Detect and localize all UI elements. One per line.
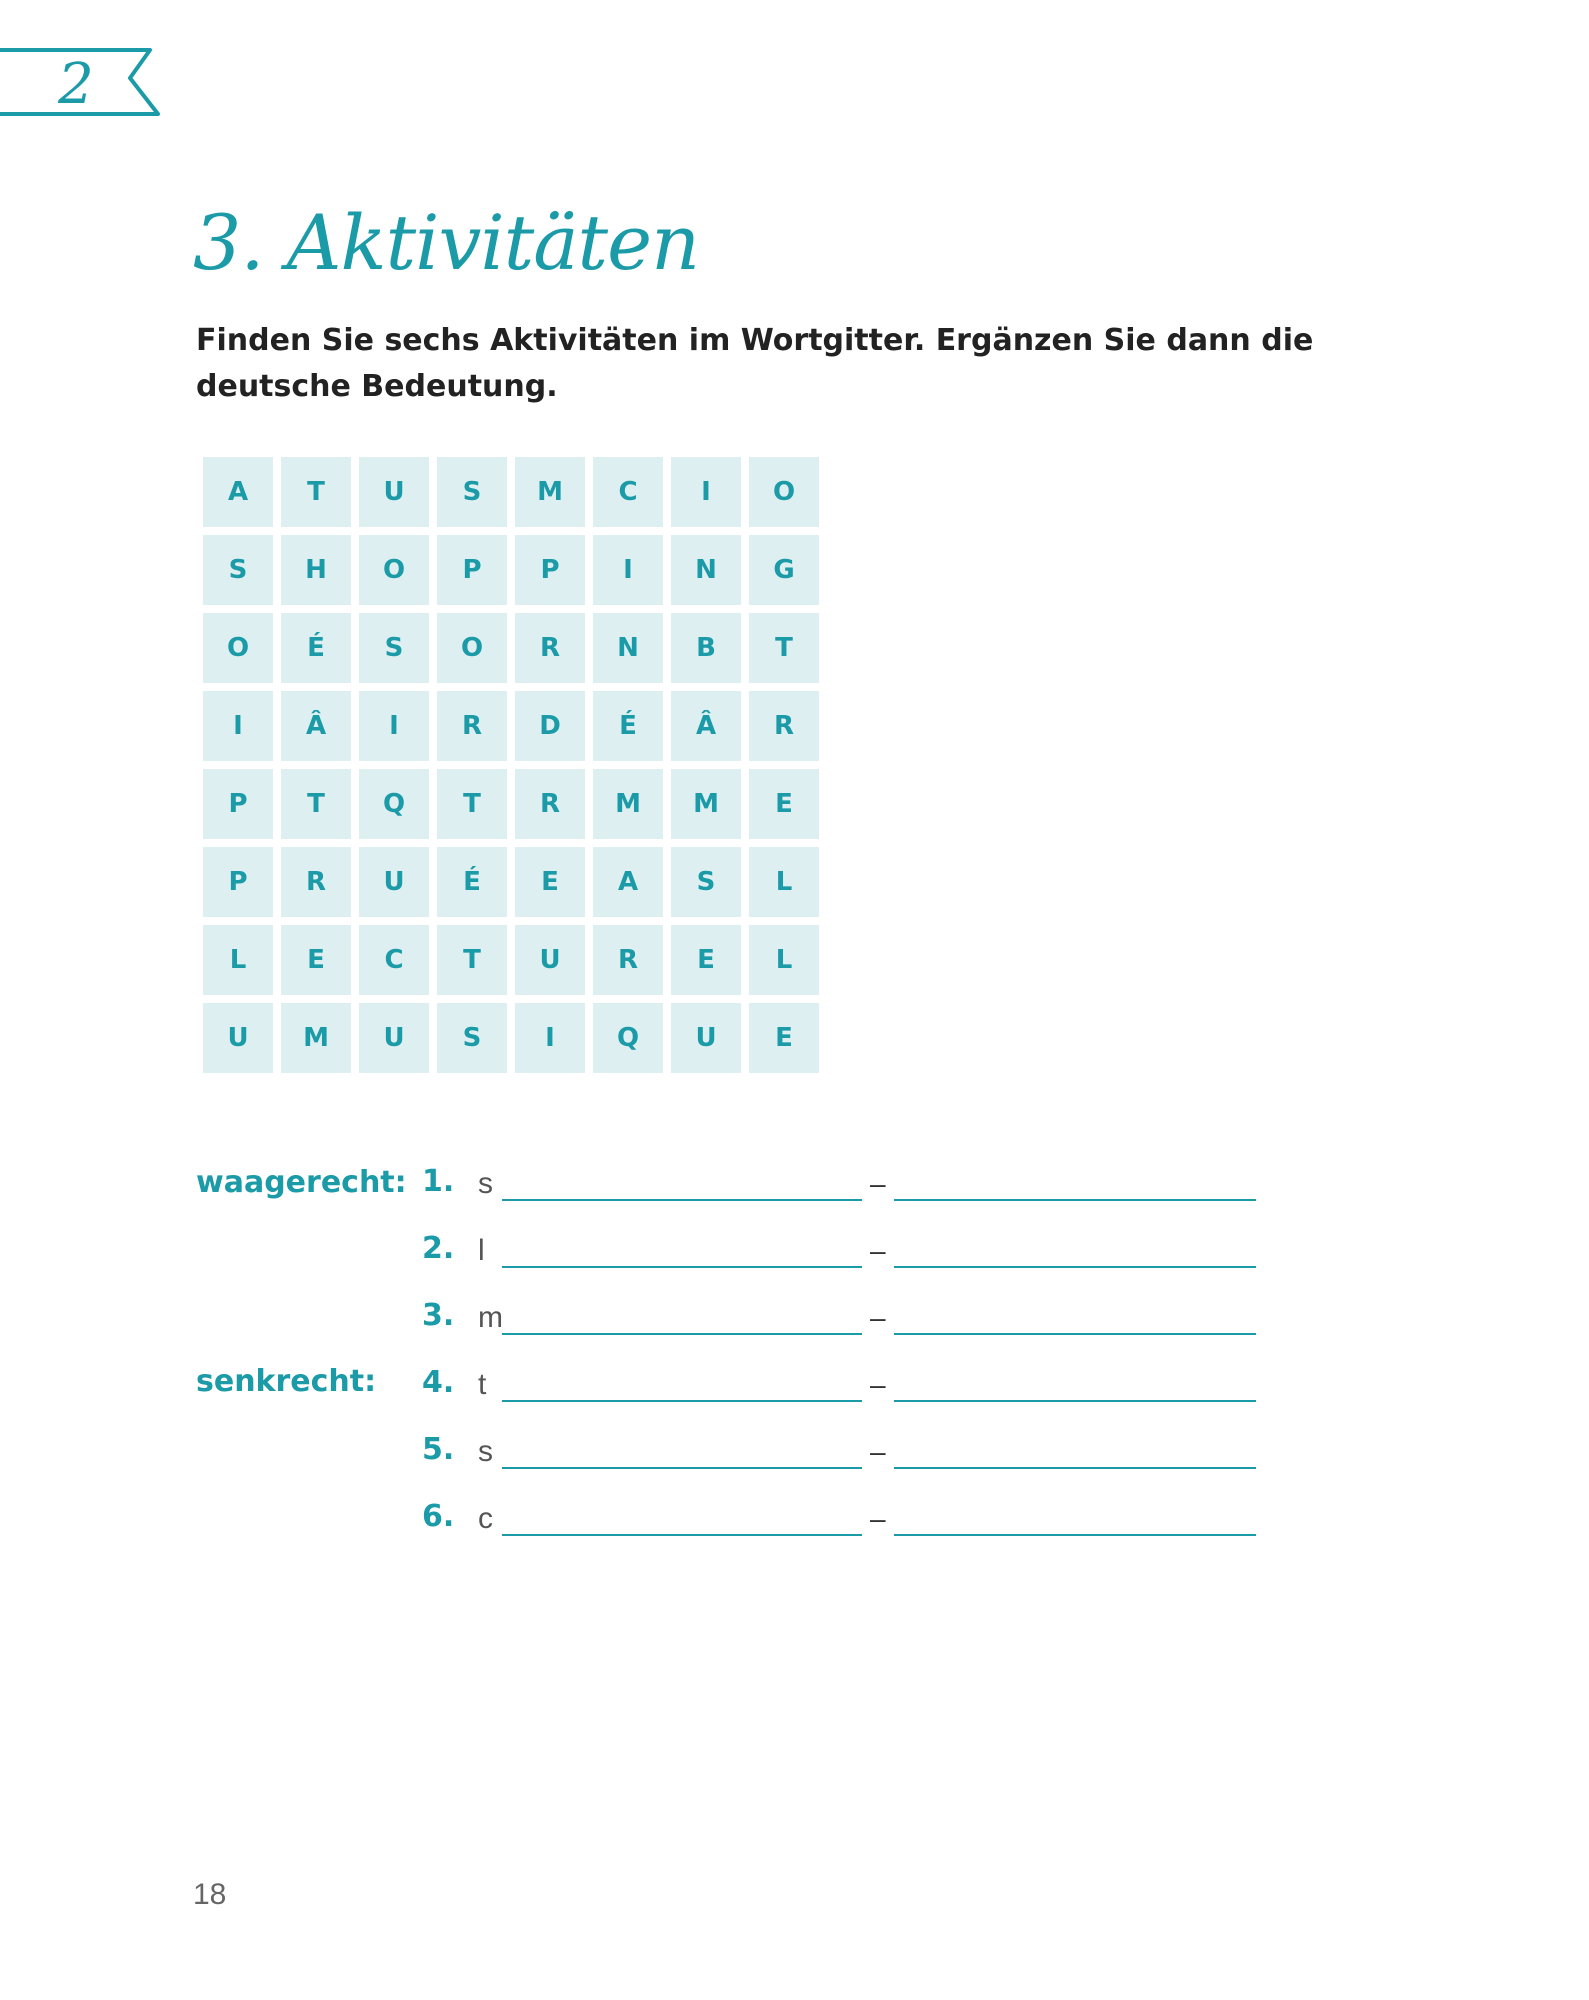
german-answer-blank[interactable] — [894, 1266, 1256, 1268]
grid-cell: C — [359, 925, 429, 995]
grid-cell: T — [749, 613, 819, 683]
grid-cell: Â — [281, 691, 351, 761]
grid-cell: É — [281, 613, 351, 683]
grid-cell: Q — [593, 1003, 663, 1073]
grid-cell: T — [281, 769, 351, 839]
grid-cell: O — [203, 613, 273, 683]
grid-cell: U — [515, 925, 585, 995]
vertical-label: senkrecht: — [196, 1364, 377, 1399]
grid-cell: A — [593, 847, 663, 917]
grid-cell: R — [749, 691, 819, 761]
german-answer-blank[interactable] — [894, 1400, 1256, 1402]
grid-cell: I — [515, 1003, 585, 1073]
grid-cell: I — [671, 457, 741, 527]
grid-cell: U — [359, 457, 429, 527]
answer-start-letter: s — [478, 1167, 493, 1200]
grid-cell: M — [281, 1003, 351, 1073]
grid-cell: H — [281, 535, 351, 605]
answer-start-letter: s — [478, 1435, 493, 1468]
grid-cell: P — [203, 769, 273, 839]
grid-cell: S — [437, 1003, 507, 1073]
grid-cell: N — [593, 613, 663, 683]
grid-cell: Q — [359, 769, 429, 839]
grid-cell: P — [203, 847, 273, 917]
answer-number: 6. — [422, 1499, 455, 1534]
section-title: 3. Aktivitäten — [193, 198, 700, 287]
chapter-tab — [0, 42, 170, 132]
german-answer-blank[interactable] — [894, 1467, 1256, 1469]
grid-cell: E — [515, 847, 585, 917]
grid-cell: G — [749, 535, 819, 605]
grid-cell: T — [437, 769, 507, 839]
grid-cell: R — [515, 613, 585, 683]
french-answer-blank[interactable] — [502, 1534, 862, 1536]
grid-cell: O — [359, 535, 429, 605]
grid-cell: M — [671, 769, 741, 839]
answer-number: 2. — [422, 1231, 455, 1266]
grid-cell: U — [359, 847, 429, 917]
grid-cell: E — [749, 769, 819, 839]
grid-cell: S — [359, 613, 429, 683]
grid-cell: S — [671, 847, 741, 917]
grid-cell: U — [359, 1003, 429, 1073]
answer-start-letter: l — [478, 1234, 485, 1267]
grid-cell: É — [593, 691, 663, 761]
grid-cell: P — [437, 535, 507, 605]
grid-cell: Â — [671, 691, 741, 761]
grid-cell: R — [515, 769, 585, 839]
german-answer-blank[interactable] — [894, 1199, 1256, 1201]
grid-cell: U — [671, 1003, 741, 1073]
grid-cell: U — [203, 1003, 273, 1073]
grid-cell: N — [671, 535, 741, 605]
grid-cell: S — [437, 457, 507, 527]
chapter-number: 2 — [58, 52, 94, 117]
grid-cell: P — [515, 535, 585, 605]
answer-start-letter: t — [478, 1368, 487, 1401]
instruction-text: Finden Sie sechs Aktivitäten im Wortgitter. Ergänzen Sie dann die deutsche Bedeutung. — [196, 323, 1314, 404]
german-answer-blank[interactable] — [894, 1333, 1256, 1335]
grid-cell: M — [515, 457, 585, 527]
separator-dash: – — [870, 1168, 886, 1199]
grid-cell: R — [437, 691, 507, 761]
separator-dash: – — [870, 1369, 886, 1400]
french-answer-blank[interactable] — [502, 1266, 862, 1268]
grid-cell: B — [671, 613, 741, 683]
page-number: 18 — [193, 1878, 227, 1911]
grid-cell: E — [281, 925, 351, 995]
grid-cell: R — [281, 847, 351, 917]
grid-cell: É — [437, 847, 507, 917]
french-answer-blank[interactable] — [502, 1199, 862, 1201]
word-search-grid — [203, 457, 819, 1073]
grid-cell: C — [593, 457, 663, 527]
separator-dash: – — [870, 1436, 886, 1467]
answer-row — [422, 1430, 1282, 1480]
grid-cell: E — [671, 925, 741, 995]
grid-cell: O — [437, 613, 507, 683]
grid-cell: L — [749, 847, 819, 917]
answer-row — [422, 1296, 1282, 1346]
answer-row — [422, 1497, 1282, 1547]
answer-start-letter: m — [478, 1301, 503, 1334]
grid-cell: T — [437, 925, 507, 995]
answer-start-letter: c — [478, 1502, 493, 1535]
grid-cell: I — [203, 691, 273, 761]
answer-row — [422, 1229, 1282, 1279]
separator-dash: – — [870, 1503, 886, 1534]
grid-cell: L — [203, 925, 273, 995]
grid-cell: L — [749, 925, 819, 995]
answer-row — [422, 1363, 1282, 1413]
grid-cell: E — [749, 1003, 819, 1073]
horizontal-label: waagerecht: — [196, 1165, 407, 1200]
grid-cell: S — [203, 535, 273, 605]
french-answer-blank[interactable] — [502, 1333, 862, 1335]
answer-number: 4. — [422, 1365, 455, 1400]
grid-cell: I — [593, 535, 663, 605]
french-answer-blank[interactable] — [502, 1467, 862, 1469]
answer-number: 5. — [422, 1432, 455, 1467]
grid-cell: A — [203, 457, 273, 527]
answer-number: 3. — [422, 1298, 455, 1333]
german-answer-blank[interactable] — [894, 1534, 1256, 1536]
french-answer-blank[interactable] — [502, 1400, 862, 1402]
answer-number: 1. — [422, 1164, 455, 1199]
answer-row — [422, 1162, 1282, 1212]
grid-cell: T — [281, 457, 351, 527]
grid-cell: R — [593, 925, 663, 995]
grid-cell: M — [593, 769, 663, 839]
grid-cell: O — [749, 457, 819, 527]
grid-cell: D — [515, 691, 585, 761]
grid-cell: I — [359, 691, 429, 761]
separator-dash: – — [870, 1235, 886, 1266]
separator-dash: – — [870, 1302, 886, 1333]
